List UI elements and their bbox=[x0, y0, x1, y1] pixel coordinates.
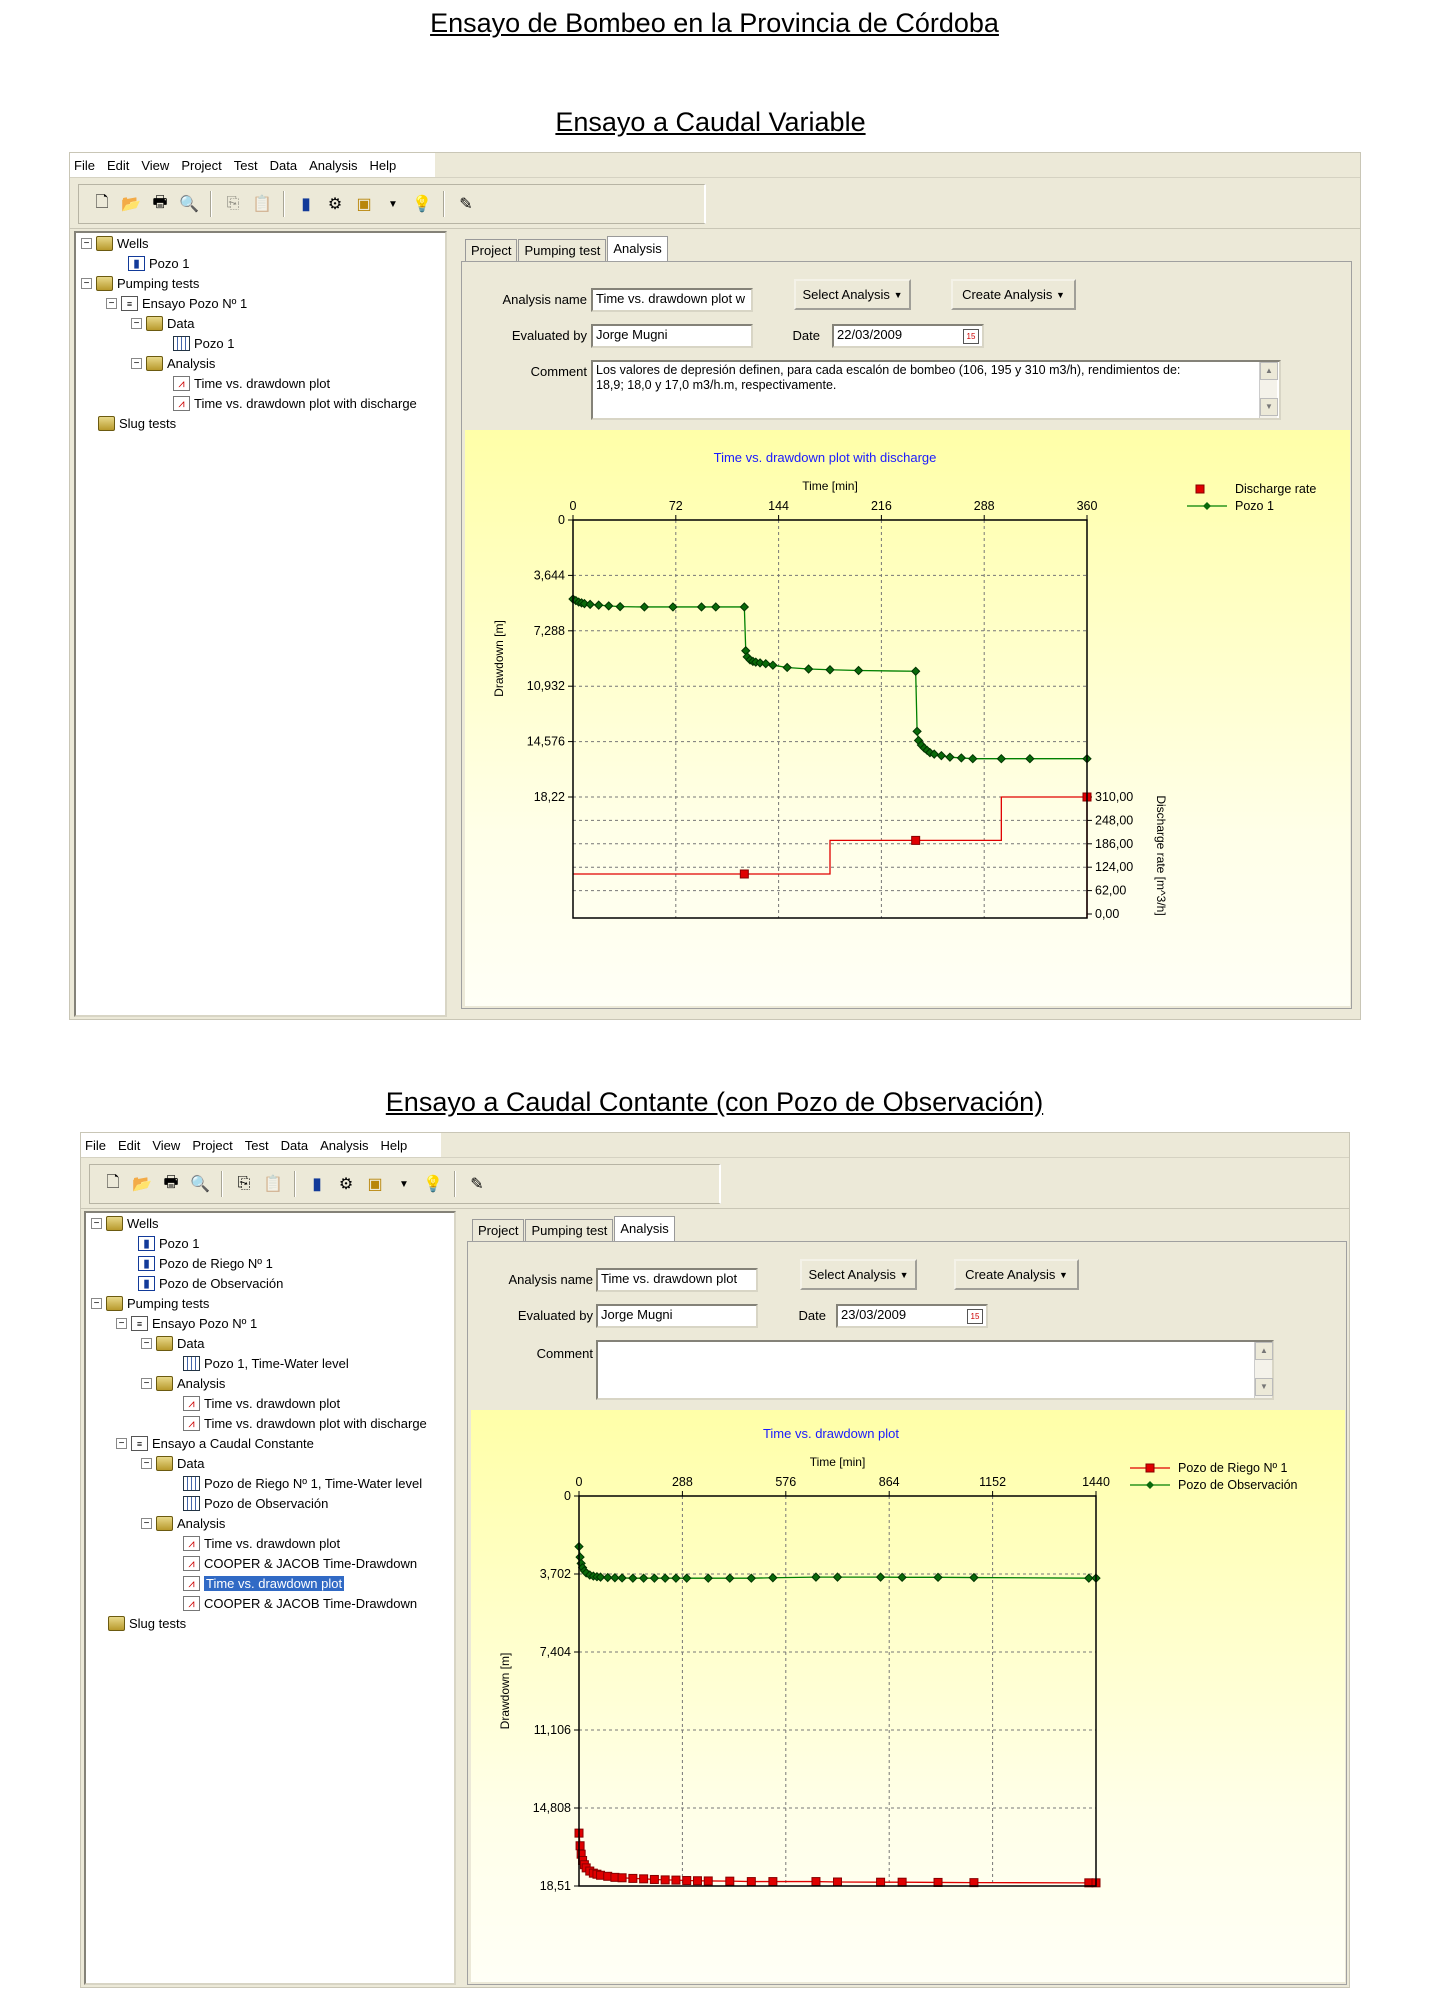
y-tick-label: 3,644 bbox=[533, 568, 565, 583]
well-icon[interactable]: ▮ bbox=[312, 1176, 322, 1193]
new-file-icon[interactable]: 🗋 bbox=[95, 193, 109, 211]
data-point-pozo-de-riego-n-1 bbox=[693, 1877, 701, 1885]
create-analysis-button[interactable]: Create Analysis ▼ bbox=[954, 1259, 1079, 1290]
plot-icon: ⩘ bbox=[183, 1416, 200, 1431]
data-point-pozo-1 bbox=[640, 603, 648, 611]
well-icon: ▮ bbox=[138, 1256, 155, 1271]
data-point-pozo-de-riego-n-1 bbox=[661, 1876, 669, 1884]
tab-pumping-test[interactable]: Pumping test bbox=[518, 239, 606, 261]
tree-node-data2-item2[interactable]: Pozo de Observación bbox=[183, 1494, 328, 1512]
data-point-pozo-1 bbox=[740, 603, 748, 611]
analysis-name-input[interactable]: Time vs. drawdown plot w bbox=[591, 288, 753, 312]
open-folder-icon[interactable]: 📂 bbox=[132, 1176, 152, 1193]
menu-bar bbox=[81, 1133, 441, 1157]
x-tick-label: 0 bbox=[575, 1475, 583, 1489]
folder-icon bbox=[156, 1336, 173, 1351]
folder-icon bbox=[108, 1616, 125, 1631]
menu-analysis[interactable]: Analysis bbox=[309, 157, 358, 173]
tab-strip bbox=[472, 1219, 676, 1241]
tree-node-ensayo2[interactable]: − ≡ Ensayo a Caudal Constante bbox=[116, 1434, 314, 1452]
chart-title: Time vs. drawdown plot with discharge bbox=[713, 450, 937, 465]
legend-label-pozo-de-riego-n-1: Pozo de Riego Nº 1 bbox=[1178, 1461, 1288, 1475]
tree-node-data2-item1[interactable]: Pozo de Riego Nº 1, Time-Water level bbox=[183, 1474, 422, 1492]
data-point-pozo-1 bbox=[616, 603, 624, 611]
x-tick-label: 576 bbox=[775, 1475, 797, 1489]
lightbulb-icon[interactable]: 💡 bbox=[423, 1176, 443, 1193]
document-main-title: Ensayo de Bombeo en la Provincia de Córdoba bbox=[430, 8, 999, 38]
y2-axis-label: Discharge rate [m^3/h] bbox=[1154, 795, 1168, 916]
menu-data[interactable]: Data bbox=[280, 1137, 309, 1153]
print-preview-icon[interactable]: 🔍 bbox=[190, 1176, 210, 1193]
data-point-pozo-de-observaci-n bbox=[661, 1574, 669, 1582]
menu-view[interactable]: View bbox=[141, 157, 170, 173]
menu-bar bbox=[70, 153, 435, 177]
tree-node-analysis2[interactable]: − Analysis bbox=[141, 1514, 225, 1532]
data-point-pozo-1 bbox=[586, 600, 594, 608]
y2-tick-label: 62,00 bbox=[1095, 883, 1127, 898]
tree-node-pumping-tests[interactable]: − Pumping tests bbox=[91, 1294, 209, 1312]
evaluated-by-input[interactable]: Jorge Mugni bbox=[591, 324, 753, 348]
comment-scrollbar[interactable]: ▲ ▼ bbox=[1259, 362, 1277, 418]
comment-textarea[interactable] bbox=[596, 1340, 1274, 1400]
chart-svg-1 bbox=[465, 430, 1350, 1006]
x-axis-label: Time [min] bbox=[809, 1455, 866, 1469]
data-point-pozo-1 bbox=[762, 660, 770, 668]
data-point-pozo-de-riego-n-1 bbox=[769, 1878, 777, 1886]
menu-edit[interactable]: Edit bbox=[106, 157, 130, 173]
data-point-pozo-de-observaci-n bbox=[618, 1574, 626, 1582]
x-tick-label: 0 bbox=[569, 499, 577, 513]
folder-icon bbox=[96, 236, 113, 251]
data-point-pozo-1 bbox=[937, 752, 945, 760]
y-tick-label: 14,576 bbox=[526, 734, 565, 749]
well-icon: ▮ bbox=[138, 1276, 155, 1291]
folder-icon bbox=[106, 1216, 123, 1231]
x-tick-label: 360 bbox=[1076, 499, 1098, 513]
y-tick-label: 7,288 bbox=[533, 623, 565, 638]
menu-help[interactable]: Help bbox=[369, 157, 397, 173]
tree-node-plot1[interactable]: ⩘ Time vs. drawdown plot bbox=[173, 374, 330, 392]
data-point-pozo-1 bbox=[855, 667, 863, 675]
tree-node-slug-tests[interactable]: Slug tests bbox=[98, 414, 176, 432]
menu-test[interactable]: Test bbox=[244, 1137, 269, 1153]
folder-icon bbox=[156, 1376, 173, 1391]
calendar-icon[interactable]: 15 bbox=[963, 329, 979, 344]
folder-icon bbox=[156, 1456, 173, 1471]
menu-project[interactable]: Project bbox=[181, 157, 222, 173]
data-point-pozo-de-riego-n-1 bbox=[576, 1842, 584, 1850]
data-point-pozo-1 bbox=[913, 727, 921, 735]
menu-edit[interactable]: Edit bbox=[117, 1137, 141, 1153]
data-point-pozo-de-observaci-n bbox=[934, 1573, 942, 1581]
copy-icon[interactable]: ⎘ bbox=[237, 1175, 251, 1192]
menu-file[interactable]: File bbox=[74, 157, 95, 173]
y-tick-label: 18,51 bbox=[539, 1879, 571, 1893]
app-window-2 bbox=[80, 1132, 1350, 1988]
legend-swatch-pozo-1 bbox=[1203, 502, 1211, 510]
plot-frame bbox=[579, 1496, 1096, 1886]
report-icon[interactable]: ▣ bbox=[356, 196, 372, 213]
plot-icon: ⩘ bbox=[183, 1576, 200, 1591]
tree-node-analysis1[interactable]: − Analysis bbox=[141, 1374, 225, 1392]
y2-tick-label: 0,00 bbox=[1095, 907, 1120, 921]
data-point-pozo-de-observaci-n bbox=[629, 1574, 637, 1582]
date-label: Date bbox=[792, 328, 820, 343]
tab-project[interactable]: Project bbox=[465, 239, 517, 261]
tab-pumping-test[interactable]: Pumping test bbox=[525, 1219, 613, 1241]
analysis-name-label: Analysis name bbox=[502, 292, 587, 307]
analysis-name-input[interactable]: Time vs. drawdown plot bbox=[596, 1268, 758, 1292]
data-point-pozo-de-observaci-n bbox=[898, 1573, 906, 1581]
tree-node-data-pozo1[interactable]: Pozo 1 bbox=[173, 334, 234, 352]
dropdown-arrow-icon: ▼ bbox=[899, 1269, 909, 1280]
plot-icon: ⩘ bbox=[183, 1536, 200, 1551]
app-window-1 bbox=[69, 152, 1361, 1020]
tree-node-well-observacion[interactable]: ▮ Pozo de Observación bbox=[138, 1274, 283, 1292]
x-tick-label: 216 bbox=[870, 499, 892, 513]
data-point-pozo-1 bbox=[946, 753, 954, 761]
wizard-icon[interactable]: ⚙ bbox=[327, 196, 343, 213]
y2-tick-label: 124,00 bbox=[1095, 860, 1134, 875]
paste-icon[interactable]: 📋 bbox=[252, 196, 272, 213]
tab-analysis[interactable]: Analysis bbox=[607, 236, 667, 261]
comment-textarea[interactable]: Los valores de depresión definen, para cada escalón de bombeo (106, 195 y 310 m3/h), rendimientos de: 18,9; 18,0 y 17,0 m3/h.m, respectivamente. bbox=[591, 360, 1281, 420]
x-tick-label: 1152 bbox=[979, 1475, 1007, 1489]
plot-icon: ⩘ bbox=[183, 1556, 200, 1571]
legend-swatch-discharge-rate bbox=[1196, 485, 1204, 493]
data-point-pozo-de-riego-n-1 bbox=[834, 1878, 842, 1886]
analysis-panel bbox=[461, 261, 1352, 1009]
well-icon: ▮ bbox=[128, 256, 145, 271]
y-tick-label: 10,932 bbox=[526, 679, 565, 694]
well-icon[interactable]: ▮ bbox=[301, 196, 311, 213]
new-file-icon[interactable]: 🗋 bbox=[106, 1173, 120, 1191]
analysis-tool-icon[interactable]: ✎ bbox=[459, 196, 473, 213]
data-point-pozo-1 bbox=[712, 603, 720, 611]
print-icon[interactable]: 🖶 bbox=[152, 193, 168, 211]
select-analysis-button[interactable]: Select Analysis ▼ bbox=[794, 279, 911, 310]
tree-node-ensayo1[interactable]: − ≡ Ensayo Pozo Nº 1 bbox=[116, 1314, 257, 1332]
plot-icon: ⩘ bbox=[173, 376, 190, 391]
data-point-pozo-de-riego-n-1 bbox=[898, 1878, 906, 1886]
data-point-pozo-1 bbox=[698, 603, 706, 611]
y2-tick-label: 248,00 bbox=[1095, 813, 1134, 828]
evaluated-by-label: Evaluated by bbox=[511, 328, 587, 343]
data-point-pozo-de-riego-n-1 bbox=[650, 1875, 658, 1883]
series-line-pozo-1 bbox=[573, 599, 1087, 759]
data-point-pozo-de-observaci-n bbox=[640, 1574, 648, 1582]
data-point-pozo-de-riego-n-1 bbox=[683, 1877, 691, 1885]
table-icon bbox=[183, 1356, 200, 1371]
x-tick-label: 288 bbox=[671, 1475, 693, 1489]
y2-tick-label: 310,00 bbox=[1095, 790, 1134, 804]
wizard-icon[interactable]: ⚙ bbox=[338, 1176, 354, 1193]
comment-label: Comment bbox=[536, 1346, 593, 1361]
legend-swatch-pozo-de-riego-n-1 bbox=[1146, 1464, 1154, 1472]
chart-area-1 bbox=[465, 430, 1350, 1006]
legend-label-pozo-1: Pozo 1 bbox=[1235, 499, 1274, 513]
tab-project[interactable]: Project bbox=[472, 1219, 524, 1241]
data-point-pozo-de-riego-n-1 bbox=[747, 1878, 755, 1886]
data-point-pozo-de-observaci-n bbox=[747, 1574, 755, 1582]
x-tick-label: 144 bbox=[768, 499, 790, 513]
data-point-pozo-de-observaci-n bbox=[769, 1574, 777, 1582]
tree-node-data2[interactable]: − Data bbox=[141, 1454, 204, 1472]
toolbar bbox=[70, 177, 1360, 229]
tree-node-a2-3[interactable]: ⩘ Time vs. drawdown plot bbox=[183, 1574, 344, 1592]
data-point-pozo-1 bbox=[969, 755, 977, 763]
folder-icon bbox=[96, 276, 113, 291]
menu-test[interactable]: Test bbox=[233, 157, 258, 173]
y-tick-label: 3,702 bbox=[539, 1567, 571, 1581]
tree-node-pozo1[interactable]: ▮ Pozo 1 bbox=[128, 254, 189, 272]
tab-analysis[interactable]: Analysis bbox=[614, 1216, 674, 1241]
tree-node-pumping-tests[interactable]: − Pumping tests bbox=[81, 274, 199, 292]
y-tick-label: 18,22 bbox=[533, 790, 565, 804]
analysis-tool-icon[interactable]: ✎ bbox=[470, 1176, 484, 1193]
chart-title: Time vs. drawdown plot bbox=[762, 1426, 900, 1441]
menu-project[interactable]: Project bbox=[192, 1137, 233, 1153]
x-tick-label: 72 bbox=[668, 499, 683, 513]
folder-icon bbox=[146, 356, 163, 371]
y-tick-label: 14,808 bbox=[532, 1801, 571, 1815]
well-icon: ▮ bbox=[138, 1236, 155, 1251]
data-point-pozo-de-riego-n-1 bbox=[726, 1877, 734, 1885]
data-point-pozo-de-riego-n-1 bbox=[618, 1874, 626, 1882]
tree-node-plot2[interactable]: ⩘ Time vs. drawdown plot with discharge bbox=[173, 394, 417, 412]
dropdown-arrow-icon: ▼ bbox=[1056, 289, 1065, 300]
folder-icon bbox=[98, 416, 115, 431]
x-tick-label: 1440 bbox=[1082, 1475, 1110, 1489]
tab-strip bbox=[465, 239, 669, 261]
tree-node-ensayo[interactable]: − ≡ Ensayo Pozo Nº 1 bbox=[106, 294, 247, 312]
x-tick-label: 864 bbox=[878, 1475, 900, 1489]
tree-node-wells[interactable]: − Wells bbox=[81, 234, 149, 252]
plot-icon: ⩘ bbox=[183, 1396, 200, 1411]
date-input[interactable]: 23/03/2009 bbox=[836, 1304, 988, 1328]
tree-node-data[interactable]: − Data bbox=[131, 314, 194, 332]
project-tree bbox=[74, 231, 447, 1017]
folder-icon bbox=[146, 316, 163, 331]
data-point-pozo-de-riego-n-1 bbox=[877, 1878, 885, 1886]
evaluated-by-label: Evaluated by bbox=[517, 1308, 593, 1323]
data-point-pozo-de-riego-n-1 bbox=[672, 1876, 680, 1884]
x-axis-label: Time [min] bbox=[802, 479, 858, 493]
data-point-discharge-rate bbox=[912, 836, 920, 844]
dropdown-arrow-icon[interactable]: ▼ bbox=[399, 1178, 409, 1190]
dropdown-arrow-icon[interactable]: ▼ bbox=[388, 198, 398, 210]
data-point-pozo-1 bbox=[957, 754, 965, 762]
tree-node-analysis[interactable]: − Analysis bbox=[131, 354, 215, 372]
toolbar bbox=[81, 1157, 1349, 1209]
legend-swatch-pozo-de-observaci-n bbox=[1146, 1481, 1154, 1489]
chart-area-2 bbox=[471, 1410, 1345, 1982]
project-tree bbox=[84, 1211, 456, 1985]
folder-icon bbox=[156, 1516, 173, 1531]
data-point-pozo-de-observaci-n bbox=[834, 1573, 842, 1581]
comment-scrollbar[interactable]: ▲ ▼ bbox=[1254, 1342, 1272, 1398]
create-analysis-button[interactable]: Create Analysis ▼ bbox=[951, 279, 1076, 310]
tree-node-wells[interactable]: − Wells bbox=[91, 1214, 159, 1232]
menu-help[interactable]: Help bbox=[380, 1137, 408, 1153]
data-point-pozo-1 bbox=[805, 665, 813, 673]
tree-node-a1-2[interactable]: ⩘ Time vs. drawdown plot with discharge bbox=[183, 1414, 427, 1432]
data-point-pozo-de-riego-n-1 bbox=[629, 1874, 637, 1882]
plot-icon: ⩘ bbox=[183, 1596, 200, 1611]
copy-icon[interactable]: ⎘ bbox=[226, 195, 240, 212]
plot-icon: ⩘ bbox=[173, 396, 190, 411]
menu-view[interactable]: View bbox=[152, 1137, 181, 1153]
y-tick-label: 0 bbox=[564, 1489, 571, 1503]
series-line-discharge-rate bbox=[573, 797, 1087, 874]
section-title-variable: Ensayo a Caudal Variable bbox=[555, 107, 866, 137]
comment-label: Comment bbox=[530, 364, 587, 379]
data-point-pozo-de-observaci-n bbox=[683, 1574, 691, 1582]
dropdown-arrow-icon: ▼ bbox=[1059, 1269, 1068, 1280]
tree-node-slug-tests[interactable]: Slug tests bbox=[108, 1614, 186, 1632]
data-point-pozo-1 bbox=[826, 666, 834, 674]
tree-node-well-pozo1[interactable]: ▮ Pozo 1 bbox=[138, 1234, 199, 1252]
y-tick-label: 7,404 bbox=[539, 1645, 571, 1659]
table-icon bbox=[183, 1476, 200, 1491]
y-tick-label: 0 bbox=[558, 513, 565, 527]
menu-data[interactable]: Data bbox=[269, 157, 298, 173]
date-input[interactable]: 22/03/2009 bbox=[832, 324, 984, 348]
lightbulb-icon[interactable]: 💡 bbox=[412, 196, 432, 213]
print-icon[interactable]: 🖶 bbox=[163, 1173, 179, 1191]
evaluated-by-input[interactable]: Jorge Mugni bbox=[596, 1304, 758, 1328]
data-point-pozo-de-observaci-n bbox=[704, 1574, 712, 1582]
data-point-pozo-1 bbox=[783, 663, 791, 671]
data-point-pozo-de-observaci-n bbox=[970, 1574, 978, 1582]
x-tick-label: 288 bbox=[973, 499, 995, 513]
menu-file[interactable]: File bbox=[85, 1137, 106, 1153]
tree-node-a1-1[interactable]: ⩘ Time vs. drawdown plot bbox=[183, 1394, 340, 1412]
tree-node-a2-2[interactable]: ⩘ COOPER & JACOB Time-Drawdown bbox=[183, 1554, 417, 1572]
dropdown-arrow-icon: ▼ bbox=[893, 289, 903, 300]
tree-node-a2-4[interactable]: ⩘ COOPER & JACOB Time-Drawdown bbox=[183, 1594, 417, 1612]
calendar-icon[interactable]: 15 bbox=[967, 1309, 983, 1324]
data-point-pozo-de-riego-n-1 bbox=[704, 1877, 712, 1885]
open-folder-icon[interactable]: 📂 bbox=[121, 196, 141, 213]
data-point-discharge-rate bbox=[740, 870, 748, 878]
y-tick-label: 11,106 bbox=[533, 1723, 571, 1737]
select-analysis-button[interactable]: Select Analysis ▼ bbox=[800, 1259, 917, 1290]
report-icon[interactable]: ▣ bbox=[367, 1176, 383, 1193]
data-point-pozo-de-riego-n-1 bbox=[640, 1875, 648, 1883]
analysis-name-label: Analysis name bbox=[508, 1272, 593, 1287]
print-preview-icon[interactable]: 🔍 bbox=[179, 196, 199, 213]
section-title-constant: Ensayo a Caudal Contante (con Pozo de Observación) bbox=[385, 1087, 1044, 1117]
legend-label-discharge-rate: Discharge rate bbox=[1235, 482, 1317, 496]
data-point-pozo-de-riego-n-1 bbox=[812, 1878, 820, 1886]
analysis-panel bbox=[467, 1241, 1347, 1985]
table-icon bbox=[173, 336, 190, 351]
data-point-pozo-1 bbox=[595, 601, 603, 609]
data-point-pozo-1 bbox=[605, 602, 613, 610]
document-icon: ≡ bbox=[121, 296, 138, 311]
tree-node-well-riego[interactable]: ▮ Pozo de Riego Nº 1 bbox=[138, 1254, 273, 1272]
y-axis-label: Drawdown [m] bbox=[498, 1652, 512, 1730]
legend-label-pozo-de-observaci-n: Pozo de Observación bbox=[1178, 1478, 1298, 1492]
data-point-pozo-1 bbox=[912, 667, 920, 675]
data-point-pozo-1 bbox=[997, 755, 1005, 763]
y2-tick-label: 186,00 bbox=[1095, 836, 1134, 851]
folder-icon bbox=[106, 1296, 123, 1311]
tree-node-data1-item[interactable]: Pozo 1, Time-Water level bbox=[183, 1354, 349, 1372]
date-label: Date bbox=[798, 1308, 826, 1323]
document-icon: ≡ bbox=[131, 1436, 148, 1451]
tree-node-data1[interactable]: − Data bbox=[141, 1334, 204, 1352]
paste-icon[interactable]: 📋 bbox=[263, 1176, 283, 1193]
y-axis-label: Drawdown [m] bbox=[492, 620, 506, 697]
document-icon: ≡ bbox=[131, 1316, 148, 1331]
data-point-pozo-de-observaci-n bbox=[877, 1573, 885, 1581]
menu-analysis[interactable]: Analysis bbox=[320, 1137, 369, 1153]
data-point-pozo-de-riego-n-1 bbox=[934, 1878, 942, 1886]
table-icon bbox=[183, 1496, 200, 1511]
chart-svg-2 bbox=[471, 1410, 1345, 1982]
data-point-pozo-de-observaci-n bbox=[672, 1574, 680, 1582]
data-point-pozo-1 bbox=[1026, 755, 1034, 763]
data-point-pozo-de-observaci-n bbox=[726, 1574, 734, 1582]
data-point-pozo-1 bbox=[769, 661, 777, 669]
data-point-pozo-de-observaci-n bbox=[650, 1574, 658, 1582]
tree-node-a2-1[interactable]: ⩘ Time vs. drawdown plot bbox=[183, 1534, 340, 1552]
